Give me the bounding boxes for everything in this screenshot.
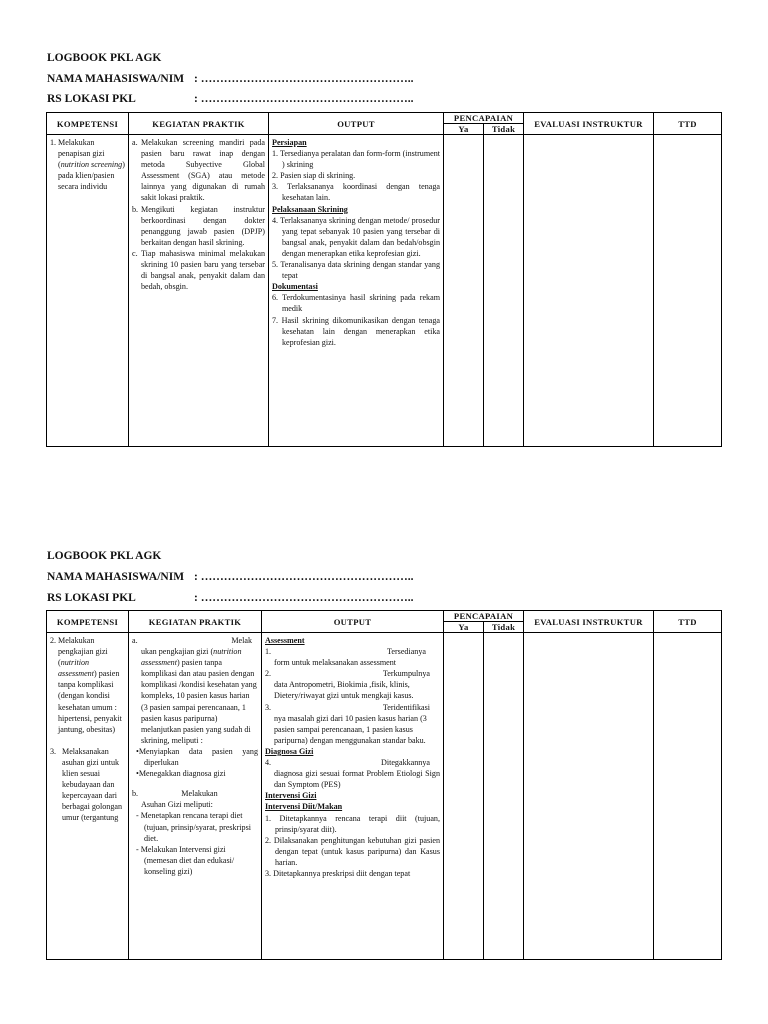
evaluasi-cell[interactable] — [524, 135, 654, 447]
hospital-location-label: RS LOKASI PKL — [47, 93, 136, 105]
kompetensi-item-3: 3. Melaksanakan asuhan gizi untuk klien sesuai kebudayaan dan kepercayaan dari berbagai golongan umur (tergantung — [50, 746, 123, 823]
output-heading-diagnosa: Diagnosa Gizi — [265, 746, 314, 756]
output-heading-intervensi-diit: Intervensi Diit/Makan — [265, 802, 343, 812]
ttd-header: TTD — [654, 113, 722, 135]
ya-cell[interactable] — [444, 135, 484, 447]
tidak-header: Tidak — [484, 124, 524, 135]
logbook-title: LOGBOOK PKL AGK — [47, 52, 162, 64]
hospital-location-label: RS LOKASI PKL — [47, 592, 136, 604]
output-item: 3. Ditetapkannya preskripsi diit dengan tepat — [265, 868, 411, 878]
kompetensi-item-2: 2. Melakukan pengkajian gizi (nutrition assessment) pasien tanpa komplikasi (dengan kondisi kesehatan umum : hipertensi, penyakit jantung, obesitas) — [50, 636, 122, 734]
kegiatan-subitem: •Menegakkan diagnosa gizi — [136, 769, 226, 779]
kegiatan-item-b: b. Mengikuti kegiatan instruktur berkoordinasi dengan dokter penanggung jawab pasien (DPJP) berkaitan dengan hasil skrining. — [132, 204, 265, 247]
kompetensi-cell — [47, 633, 129, 960]
output-heading-dokumentasi: Dokumentasi — [272, 282, 318, 292]
output-item: 4. Ditegakkannya — [265, 758, 430, 768]
output-item: 1. Ditetapkannya rencana terapi diit (tujuan, prinsip/syarat diit). — [265, 813, 440, 834]
hospital-location-field[interactable]: : ……………………………………………….. — [194, 592, 414, 604]
output-cell — [262, 633, 444, 960]
hospital-location-row — [47, 92, 413, 106]
output-item: 1. Tersedianya — [265, 647, 426, 657]
pencapaian-header: PENCAPAIAN — [444, 611, 524, 622]
kegiatan-subitem: •Menyiapkan data pasien yang diperlukan — [136, 746, 258, 768]
output-item: 1. Tersedianya peralatan dan form-form (instrument ) skrining — [272, 149, 440, 170]
output-cell — [269, 135, 444, 447]
tidak-header: Tidak — [484, 622, 524, 633]
output-item: 5. Teranalisanya data skrining dengan standar yang tepat — [272, 260, 440, 281]
hospital-location-field[interactable]: : ……………………………………………….. — [194, 93, 414, 105]
student-name-row — [47, 72, 413, 86]
ya-header: Ya — [444, 124, 484, 135]
tidak-cell[interactable] — [484, 633, 524, 960]
output-heading-persiapan: Persiapan — [272, 138, 307, 147]
kegiatan-header: KEGIATAN PRAKTIK — [129, 113, 269, 135]
output-item: 3. Terlaksananya koordinasi dengan tenaga kesehatan lain. — [272, 182, 440, 203]
ttd-header: TTD — [654, 611, 722, 633]
kegiatan-item-b: b. Melakukan — [132, 789, 218, 799]
logbook-table-1 — [46, 112, 722, 447]
kompetensi-header: KOMPETENSI — [47, 113, 129, 135]
ttd-cell[interactable] — [654, 135, 722, 447]
ya-header: Ya — [444, 622, 484, 633]
output-heading-assessment: Assessment — [265, 636, 305, 645]
output-item: 7. Hasil skrining dikomunikasikan dengan tenaga kesehatan lain dengan menerapkan etika keprofesian gizi. — [272, 315, 440, 347]
evaluasi-cell[interactable] — [524, 633, 654, 960]
logbook-title-2: LOGBOOK PKL AGK — [47, 550, 162, 562]
output-header: OUTPUT — [262, 611, 444, 633]
ya-cell[interactable] — [444, 633, 484, 960]
output-item: 6. Terdokumentasinya hasil skrining pada rekam medik — [272, 293, 440, 314]
output-item: 3. Teridentifikasi — [265, 702, 430, 712]
output-item-text: form untuk melaksanakan assessment — [274, 658, 397, 668]
output-header: OUTPUT — [269, 113, 444, 135]
kegiatan-item-a: a. Melak — [132, 636, 252, 645]
output-item-text: nya masalah gizi dari 10 pasien kasus harian (3 pasien sampai perencanaan, 1 pasien kasus paripurna) dengan menggunakan standar baku. — [274, 713, 427, 745]
output-item: 2. Dilaksanakan penghitungan kebutuhan gizi pasien dengan tepat (untuk kasus paripurna) dan Kasus harian. — [265, 835, 440, 867]
student-name-field[interactable]: : ……………………………………………….. — [194, 571, 414, 583]
student-name-label: NAMA MAHASISWA/NIM — [47, 73, 185, 85]
kegiatan-text-a: ukan pengkajian gizi (nutrition assessment) pasien tanpa komplikasi dan atau pasien dengan komplikasi /kondisi kesehatan yang kompleks, 10 pasien kasus harian (3 pasien sampai perencanaan, 1 pasien kasus paripurna) melanjutkan pasien yang sudah di skrining, meliputi : — [141, 647, 257, 745]
kegiatan-text-b: Asuhan Gizi meliputi: — [141, 800, 213, 810]
kegiatan-item-c: c. Tiap mahasiswa minimal melakukan skrining 10 pasien baru yang tersebar di bangsal anak, penyakit dalam dan bedah, obsgin. — [132, 248, 265, 292]
kegiatan-subitem: - Menetapkan rencana terapi diet (tujuan, prinsip/syarat, preskripsi diet. — [136, 811, 251, 843]
student-name-field[interactable]: : ……………………………………………….. — [194, 73, 414, 85]
tidak-cell[interactable] — [484, 135, 524, 447]
kompetensi-cell: 1. Melakukan penapisan gizi (nutrition screening) pada klien/pasien secara individu — [47, 135, 129, 447]
evaluasi-header: EVALUASI INSTRUKTUR — [524, 113, 654, 135]
kegiatan-header: KEGIATAN PRAKTIK — [129, 611, 262, 633]
logbook-table-2 — [46, 610, 722, 960]
output-item-text: data Antropometri, Biokimia ,fisik, klinis, Dietery/riwayat gizi untuk mengkaji kasus. — [274, 680, 414, 701]
pencapaian-header: PENCAPAIAN — [444, 113, 524, 124]
output-heading-pelaksanaan: Pelaksanaan Skrining — [272, 204, 348, 214]
output-item-text: diagnosa gizi sesuai format Problem Etiologi Sign dan Symptom (PES) — [274, 769, 440, 790]
evaluasi-header: EVALUASI INSTRUKTUR — [524, 611, 654, 633]
kegiatan-cell — [129, 135, 269, 447]
student-name-row-2 — [47, 570, 413, 584]
ttd-cell[interactable] — [654, 633, 722, 960]
output-item: 2. Terkumpulnya — [265, 669, 430, 679]
kompetensi-header: KOMPETENSI — [47, 611, 129, 633]
hospital-location-row-2 — [47, 591, 413, 605]
output-item: 4. Terlaksananya skrining dengan metode/ prosedur yang tepat sebanyak 10 pasien yang tersebar di bangsal anak, penyakit dalam dan bedah/obsgin dengan menerapkan etika keprofesian gizi. — [272, 215, 440, 258]
kompetensi-text: Melakukan penapisan gizi (nutrition screening) pada klien/pasien secara individu — [58, 138, 125, 192]
kegiatan-subitem: - Melakukan Intervensi gizi (memesan diet dan edukasi/ konseling gizi) — [136, 844, 235, 876]
student-name-label: NAMA MAHASISWA/NIM — [47, 571, 185, 583]
output-item: 2. Pasien siap di skrining. — [272, 171, 356, 181]
output-heading-intervensi: Intervensi Gizi — [265, 791, 317, 801]
kegiatan-item-a: a. Melakukan screening mandiri pada pasien baru rawat inap dengan metoda Subyective Global Assessment (SGA) atau metode lainnya yang digunakan di rumah sakit lokasi praktik. — [132, 138, 265, 203]
kegiatan-cell — [129, 633, 262, 960]
